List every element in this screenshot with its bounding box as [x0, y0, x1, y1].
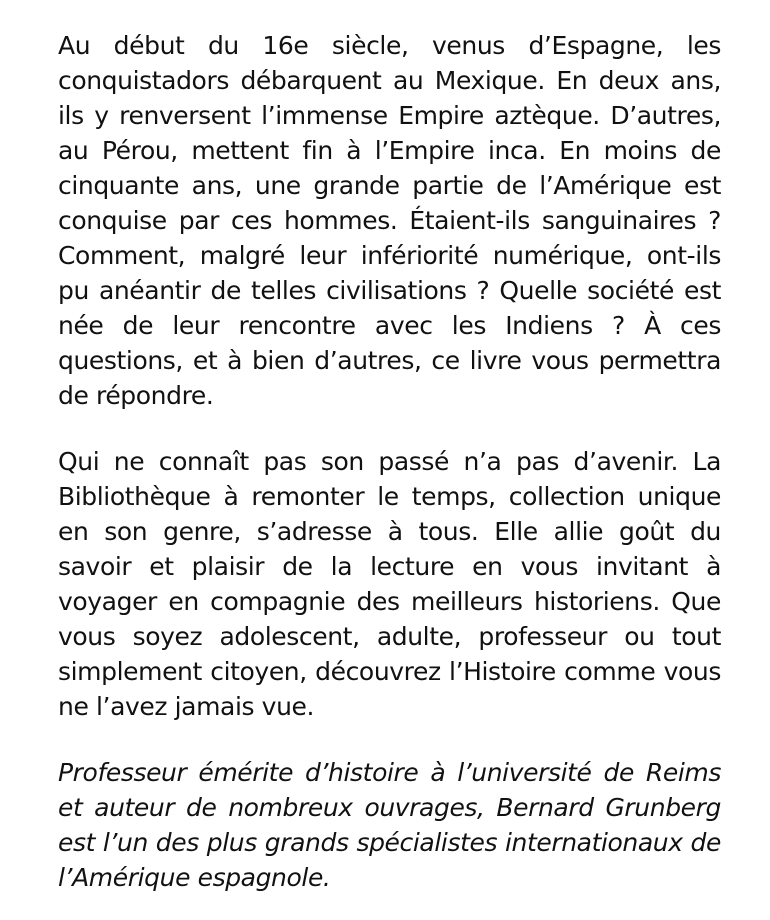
back-cover-text	[58, 28, 721, 895]
collection-paragraph: Qui ne connaît pas son passé n’a pas d’avenir. La Bibliothèque à remonter le temps, collection unique en son genre, s’adresse à tous. Elle allie goût du savoir et plaisir de la lecture en vous invitant à voyager en compagnie des meilleurs historiens. Que vous soyez adolescent, adulte, professeur ou tout simplement citoyen, découvrez l’Histoire comme vous ne l’avez jamais vue.	[58, 447, 721, 721]
author-note: Professeur émérite d’histoire à l’université de Reims et auteur de nombreux ouvrages, Bernard Grunberg est l’un des plus grands spécialistes internationaux de l’Amérique espagnole.	[58, 758, 721, 892]
intro-paragraph: Au début du 16e siècle, venus d’Espagne, les conquistadors débarquent au Mexique. En deux ans, ils y renversent l’immense Empire aztèque. D’autres, au Pérou, mettent fin à l’Empire inca. En moins de cinquante ans, une grande partie de l’Amérique est conquise par ces hommes. Étaient-ils sanguinaires ? Comment, malgré leur infériorité numérique, ont-ils pu anéantir de telles civilisations ? Quelle société est née de leur rencontre avec les Indiens ? À ces questions, et à bien d’autres, ce livre vous permettra de répondre.	[58, 31, 721, 410]
